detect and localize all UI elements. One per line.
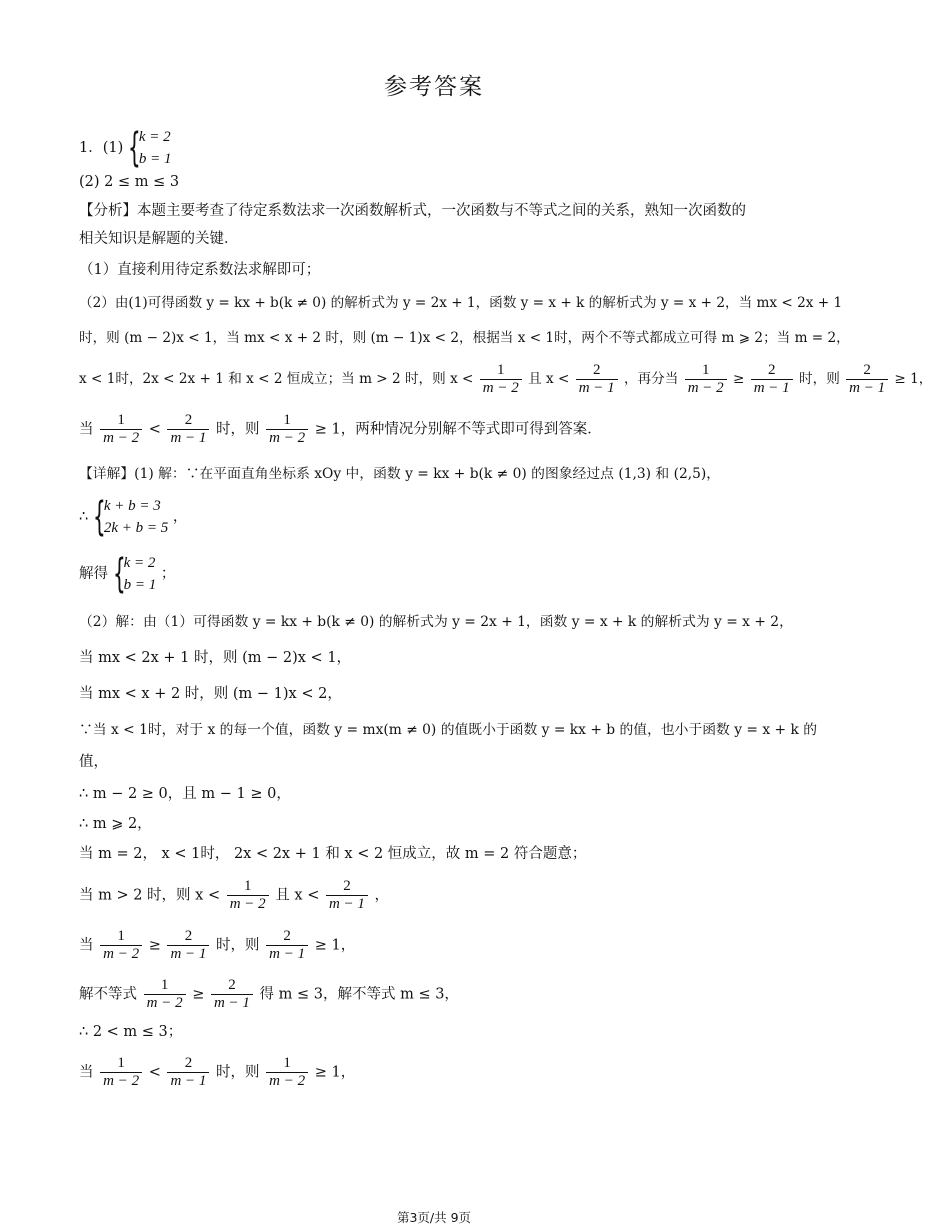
numerator: 2 xyxy=(751,362,793,380)
detail-line: 【详解】(1) 解：∵在平面直角坐标系 xOy 中，函数 y = kx + b(k ≠ 0) 的图象经过点 (1,3) 和 (2,5)， xyxy=(79,466,721,482)
denominator: m − 2 xyxy=(269,1073,306,1089)
numerator: 2 xyxy=(211,977,253,995)
analysis-line: （1）直接利用待定系数法求解即可； xyxy=(79,262,321,278)
detail-line: 当 mx < 2x + 1 时，则 (m − 2)x < 1， xyxy=(79,650,352,666)
denominator: m − 2 xyxy=(146,995,183,1011)
denominator: m − 1 xyxy=(170,946,207,962)
detail-line xyxy=(79,977,459,1012)
denominator: m − 2 xyxy=(103,946,140,962)
denominator: m − 1 xyxy=(328,896,365,912)
fraction xyxy=(100,928,142,963)
denominator: m − 1 xyxy=(213,995,250,1011)
numerator: 1 xyxy=(266,1055,308,1073)
numerator: 2 xyxy=(576,362,618,380)
numerator: 1 xyxy=(227,878,269,896)
fraction xyxy=(227,878,269,913)
fraction xyxy=(167,412,209,447)
detail-text: 时，则 xyxy=(216,937,260,954)
fraction xyxy=(480,362,522,397)
system-row: k = 2 xyxy=(138,129,171,145)
fraction xyxy=(167,1055,209,1090)
detail-line: ∴ m ⩾ 2， xyxy=(79,816,152,832)
denominator: m − 2 xyxy=(229,896,266,912)
fraction xyxy=(846,362,888,397)
denominator: m − 1 xyxy=(753,380,790,396)
detail-text: 且 x < xyxy=(275,887,320,904)
fraction xyxy=(100,1055,142,1090)
fraction xyxy=(266,412,308,447)
denominator: m − 2 xyxy=(482,380,519,396)
analysis-text: 时，则 xyxy=(216,421,260,438)
detail-text: 当 xyxy=(79,1064,94,1081)
detail-line xyxy=(79,878,389,913)
analysis-line: 相关知识是解题的关键． xyxy=(79,231,239,247)
fraction xyxy=(326,878,368,913)
answer-1-part-1 xyxy=(79,126,172,170)
analysis-text: 时，则 xyxy=(799,371,840,387)
detail-text: 当 m > 2 时，则 x < xyxy=(79,887,221,904)
analysis-line: 时，则 (m − 2)x < 1，当 mx < x + 2 时，则 (m − 1)x < 2，根据当 x < 1时，两个不等式都成立可得 m ⩾ 2；当 m = 2， xyxy=(79,330,850,346)
detail-text: ≥ xyxy=(192,986,205,1003)
therefore-symbol: ∴ xyxy=(79,509,89,525)
denominator: m − 1 xyxy=(269,946,306,962)
detail-line: 当 m = 2， x < 1时， 2x < 2x + 1 和 x < 2 恒成立，故 m = 2 符合题意； xyxy=(79,846,587,862)
detail-text: 解得 xyxy=(79,566,108,582)
analysis-text: ≥ 1，两种情况分别解不等式即可得到答案． xyxy=(314,421,602,438)
analysis-line: 【分析】本题主要考查了待定系数法求一次函数解析式，一次函数与不等式之间的关系，熟知一次函数的 xyxy=(79,203,746,219)
numerator: 2 xyxy=(266,928,308,946)
fraction xyxy=(100,412,142,447)
answer-1-label: 1．(1) xyxy=(79,140,124,156)
analysis-text: ，再分当 xyxy=(624,371,679,387)
fraction xyxy=(576,362,618,397)
page-footer: 第3页/共 9页 xyxy=(396,1210,472,1225)
detail-line: 值， xyxy=(79,754,108,770)
page-title: 参考答案 xyxy=(384,74,484,100)
detail-line: ∵当 x < 1时，对于 x 的每一个值，函数 y = mx(m ≠ 0) 的值既小于函数 y = kx + b 的值，也小于函数 y = x + k 的 xyxy=(79,722,818,738)
detail-text: 解不等式 xyxy=(79,986,137,1003)
numerator: 1 xyxy=(100,1055,142,1073)
fraction xyxy=(167,928,209,963)
analysis-line xyxy=(79,412,602,447)
detail-line xyxy=(79,1055,355,1090)
detail-text: 当 xyxy=(79,937,94,954)
denominator: m − 2 xyxy=(103,1073,140,1089)
system-row: 2k + b = 5 xyxy=(103,520,169,536)
fraction xyxy=(751,362,793,397)
detail-text: < xyxy=(148,1064,161,1081)
analysis-text: ≥ 1， xyxy=(894,371,932,387)
denominator: m − 1 xyxy=(849,380,886,396)
numerator: 1 xyxy=(144,977,186,995)
numerator: 1 xyxy=(100,412,142,430)
detail-text: ； xyxy=(160,566,176,582)
answer-1-part-2: (2) 2 ≤ m ≤ 3 xyxy=(79,174,180,190)
fraction xyxy=(266,1055,308,1090)
detail-text: 得 m ≤ 3，解不等式 m ≤ 3， xyxy=(259,986,459,1003)
denominator: m − 2 xyxy=(687,380,724,396)
numerator: 1 xyxy=(685,362,727,380)
left-brace: { xyxy=(92,494,106,540)
system-row: b = 1 xyxy=(138,151,172,167)
analysis-text: < xyxy=(148,421,161,438)
numerator: 2 xyxy=(167,928,209,946)
detail-text: ， xyxy=(172,509,188,525)
numerator: 2 xyxy=(846,362,888,380)
detail-text: 时，则 xyxy=(216,1064,260,1081)
detail-line xyxy=(79,495,187,539)
analysis-text: 且 x < xyxy=(528,371,570,387)
system-row: k = 2 xyxy=(123,555,156,571)
detail-text: ≥ 1， xyxy=(314,1064,356,1081)
numerator: 1 xyxy=(266,412,308,430)
numerator: 1 xyxy=(100,928,142,946)
system-row: b = 1 xyxy=(123,577,157,593)
left-brace: { xyxy=(112,551,126,597)
detail-text: ， xyxy=(374,887,390,904)
equation-system xyxy=(113,552,157,596)
fraction xyxy=(266,928,308,963)
detail-line xyxy=(79,928,355,963)
detail-text: ≥ 1， xyxy=(314,937,356,954)
detail-line: ∴ m − 2 ≥ 0，且 m − 1 ≥ 0， xyxy=(79,786,291,802)
analysis-text: x < 1时，2x < 2x + 1 和 x < 2 恒成立；当 m > 2 时，则 x < xyxy=(79,371,474,387)
detail-line: 当 mx < x + 2 时，则 (m − 1)x < 2， xyxy=(79,686,342,702)
denominator: m − 2 xyxy=(269,430,306,446)
fraction xyxy=(144,977,186,1012)
fraction xyxy=(685,362,727,397)
system-row: k + b = 3 xyxy=(103,498,161,514)
analysis-text: ≥ xyxy=(733,371,745,387)
equation-system xyxy=(93,495,168,539)
fraction xyxy=(211,977,253,1012)
analysis-line xyxy=(79,362,932,397)
numerator: 1 xyxy=(480,362,522,380)
analysis-text: 当 xyxy=(79,421,94,438)
analysis-line: （2）由(1)可得函数 y = kx + b(k ≠ 0) 的解析式为 y = 2x + 1，函数 y = x + k 的解析式为 y = x + 2，当 mx < 2x + 1 xyxy=(79,295,843,311)
detail-text: ≥ xyxy=(148,937,161,954)
left-brace: { xyxy=(127,125,141,171)
numerator: 2 xyxy=(167,412,209,430)
numerator: 2 xyxy=(326,878,368,896)
denominator: m − 1 xyxy=(170,1073,207,1089)
denominator: m − 1 xyxy=(578,380,615,396)
detail-line: ∴ 2 < m ≤ 3； xyxy=(79,1024,183,1040)
detail-line: （2）解：由（1）可得函数 y = kx + b(k ≠ 0) 的解析式为 y = 2x + 1，函数 y = x + k 的解析式为 y = x + 2， xyxy=(79,614,793,630)
detail-line xyxy=(79,552,175,596)
denominator: m − 2 xyxy=(103,430,140,446)
numerator: 2 xyxy=(167,1055,209,1073)
denominator: m − 1 xyxy=(170,430,207,446)
equation-system xyxy=(128,126,172,170)
